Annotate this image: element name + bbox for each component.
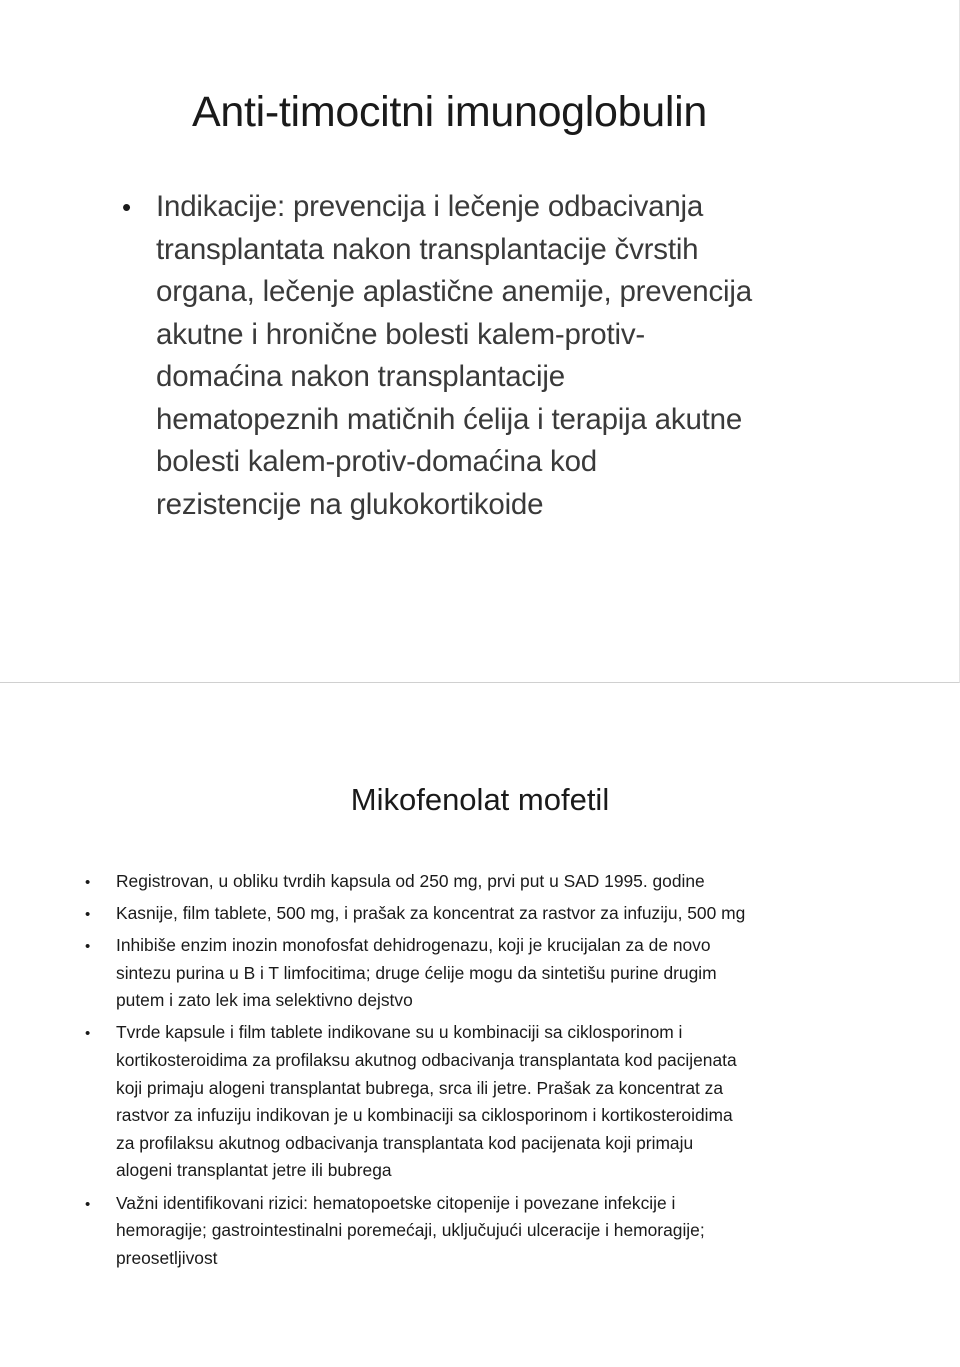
slide-2-title: Mikofenolat mofetil (350, 782, 610, 817)
text-line: hematopeznih matičnih ćelija i terapija akutne (156, 402, 743, 436)
text-line: Inhibiše enzim inozin monofosfat dehidrogenazu, koji je krucijalan za de novo (116, 935, 711, 956)
text-line: Važni identifikovani rizici: hematopoetske citopenije i povezane infekcije i (116, 1192, 676, 1213)
list-item (85, 900, 885, 928)
text-line: Kasnije, film tablete, 500 mg, i prašak za koncentrat za rastvor za infuziju, 500 mg (116, 903, 746, 924)
text-line: transplantata nakon transplantacije čvrstih (156, 232, 699, 266)
text-line: sintezu purina u B i T limfocitima; druge ćelije mogu da sintetišu purine drugim (116, 962, 717, 983)
list-item (122, 186, 842, 526)
slide-1-title: Anti-timocitni imunoglobulin (192, 88, 708, 136)
bullet-icon: • (85, 1025, 91, 1043)
text-line: hemoragije; gastrointestinalni poremećaji, uključujući ulceracije i hemoragije; (116, 1220, 705, 1241)
text-line: putem i zato lek ima selektivno dejstvo (116, 990, 413, 1011)
text-line: Tvrde kapsule i film tablete indikovane su u kombinaciji sa ciklosporinom i (116, 1022, 683, 1043)
text-line: kortikosteroidima za profilaksu akutnog odbacivanja transplantata kod pacijenata (116, 1050, 737, 1071)
text-line: koji primaju alogeni transplantat bubrega, srca ili jetre. Prašak za koncentrat za (116, 1077, 724, 1098)
text-line: preosetljivost (116, 1247, 218, 1268)
list-item (85, 1019, 885, 1185)
list-item (85, 868, 885, 896)
list-item (85, 1190, 885, 1273)
text-line: akutne i hronične bolesti kalem-protiv- (156, 317, 646, 351)
text-line: rezistencije na glukokortikoide (156, 487, 544, 521)
slide-1 (0, 0, 960, 683)
slide-1-bullet-list (122, 186, 842, 526)
text-line: za profilaksu akutnog odbacivanja transplantata kod pacijenata koji primaju (116, 1132, 694, 1153)
bullet-icon: • (85, 874, 91, 891)
text-line: alogeni transplantat jetre ili bubrega (116, 1160, 392, 1181)
bullet-icon: • (85, 906, 91, 924)
text-line: Registrovan, u obliku tvrdih kapsula od 250 mg, prvi put u SAD 1995. godine (116, 871, 705, 891)
bullet-icon: • (85, 1195, 91, 1213)
text-line: organa, lečenje aplastične anemije, prevencija (156, 275, 752, 308)
text-line: rastvor za infuziju indikovan je u kombinaciji sa ciklosporinom i kortikosteroidima (116, 1105, 733, 1126)
bullet-icon: • (85, 938, 91, 956)
text-line: bolesti kalem-protiv-domaćina kod (156, 445, 598, 478)
slide-2 (0, 684, 960, 1367)
text-line: domaćina nakon transplantacije (156, 360, 565, 393)
bullet-icon: • (122, 192, 131, 222)
slide-2-bullet-list (85, 868, 885, 1277)
list-item (85, 932, 885, 1015)
text-line: Indikacije: prevencija i lečenje odbacivanja (156, 190, 704, 223)
